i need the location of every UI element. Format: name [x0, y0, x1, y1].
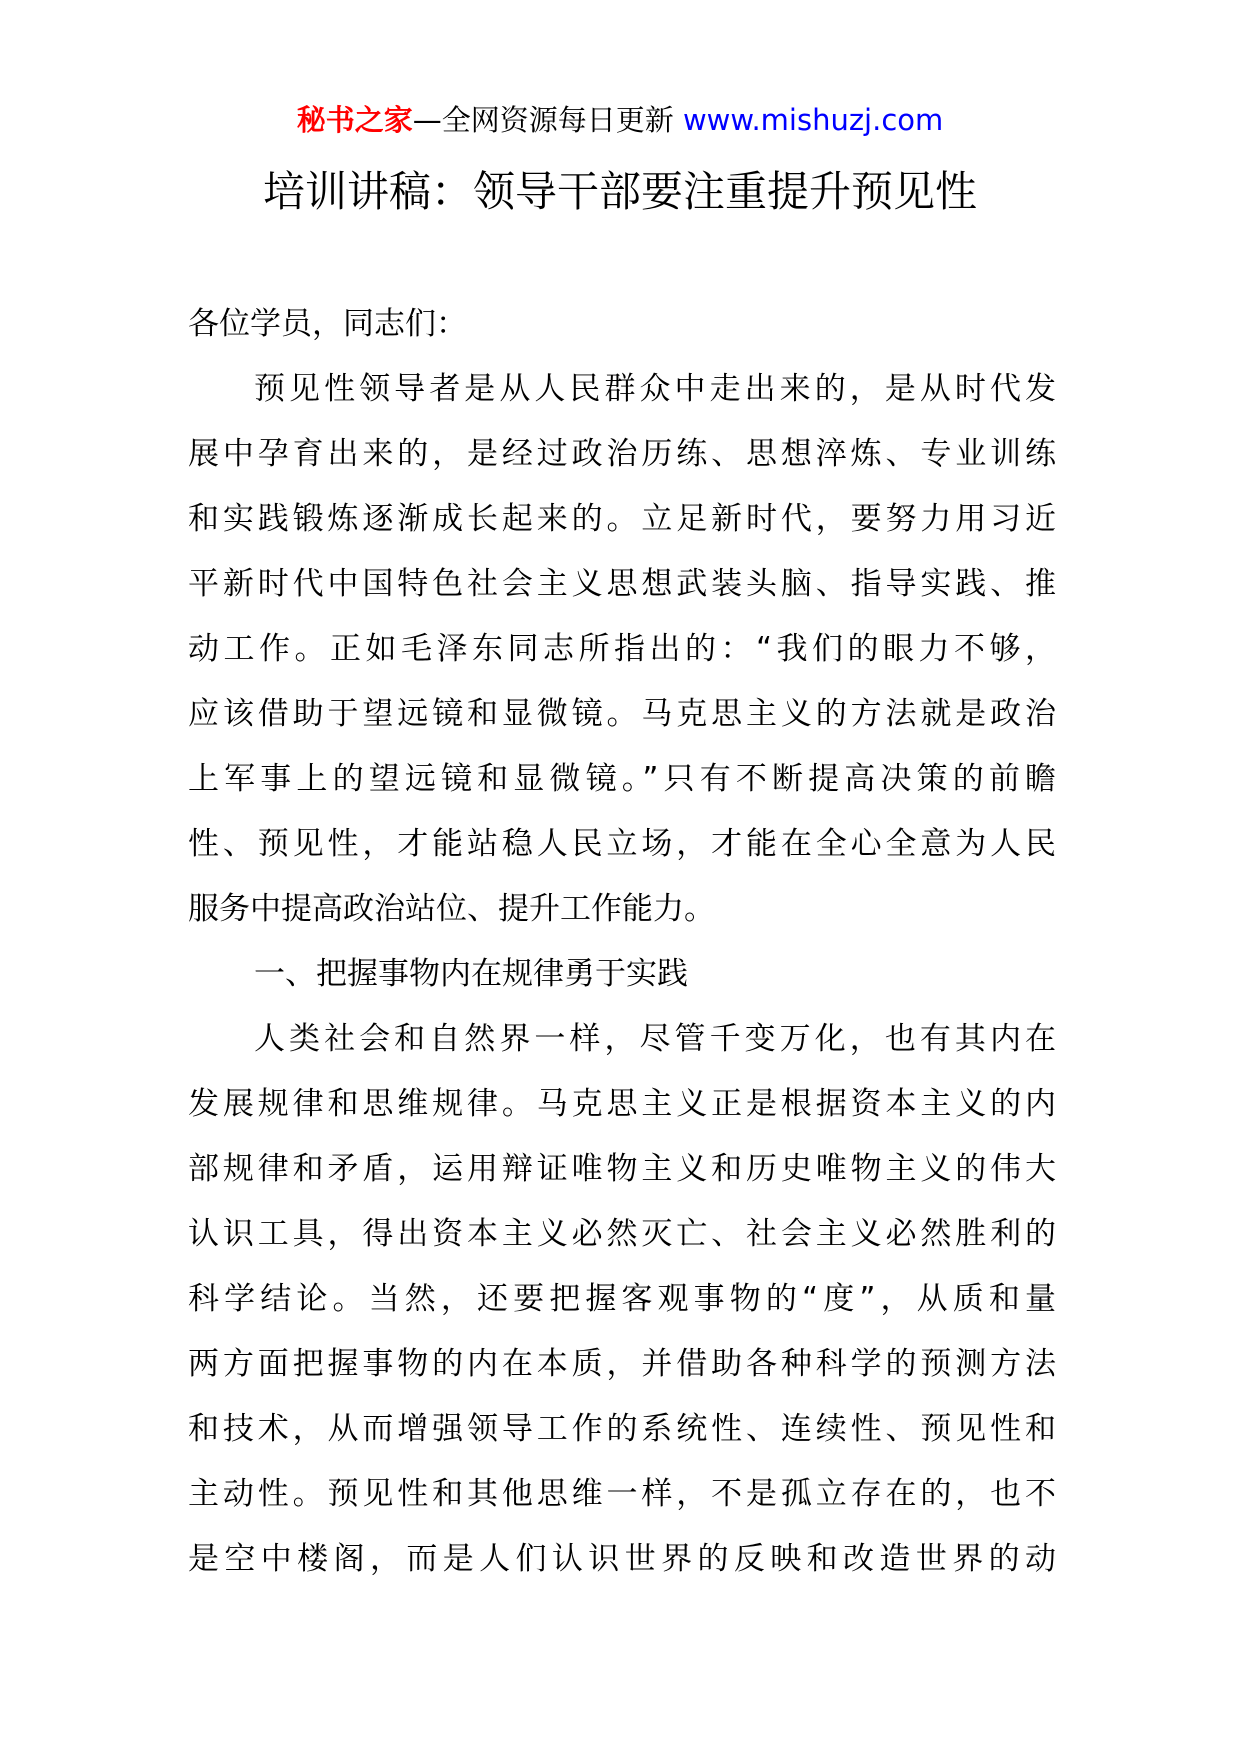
site-header [0, 100, 1240, 140]
body-line: 展中孕育出来的，是经过政治历练、思想淬炼、专业训练 [188, 436, 1056, 472]
section-heading: 一、把握事物内在规律勇于实践 [254, 956, 688, 992]
body-line: 平新时代中国特色社会主义思想武装头脑、指导实践、推 [188, 566, 1056, 602]
document-body [188, 292, 1056, 1592]
body-line: 和实践锻炼逐渐成长起来的。立足新时代，要努力用习近 [188, 501, 1056, 537]
body-line: 主动性。预见性和其他思维一样，不是孤立存在的，也不 [188, 1476, 1056, 1512]
body-line: 动工作。正如毛泽东同志所指出的：“我们的眼力不够， [188, 631, 1056, 667]
site-brand: 秘书之家 [296, 103, 413, 137]
body-line: 预见性领导者是从人民群众中走出来的，是从时代发 [254, 371, 1056, 407]
document-title: 培训讲稿：领导干部要注重提升预见性 [262, 167, 977, 216]
body-line: 服务中提高政治站位、提升工作能力。 [188, 891, 715, 927]
body-line: 性、预见性，才能站稳人民立场，才能在全心全意为人民 [188, 826, 1056, 862]
body-line: 部规律和矛盾，运用辩证唯物主义和历史唯物主义的伟大 [188, 1151, 1056, 1187]
body-line: 和技术，从而增强领导工作的系统性、连续性、预见性和 [188, 1411, 1056, 1447]
body-line: 是空中楼阁，而是人们认识世界的反映和改造世界的动 [188, 1541, 1056, 1577]
site-url-link[interactable]: www.mishuzj.com [682, 103, 944, 137]
body-line: 发展规律和思维规律。马克思主义正是根据资本主义的内 [188, 1086, 1056, 1122]
body-line: 认识工具，得出资本主义必然灭亡、社会主义必然胜利的 [188, 1216, 1056, 1252]
site-tagline: —全网资源每日更新 [412, 103, 683, 137]
body-line: 上军事上的望远镜和显微镜。”只有不断提高决策的前瞻 [188, 761, 1056, 797]
body-line: 科学结论。当然，还要把握客观事物的“度”，从质和量 [188, 1281, 1056, 1317]
body-line: 人类社会和自然界一样，尽管千变万化，也有其内在 [254, 1021, 1056, 1057]
body-line: 应该借助于望远镜和显微镜。马克思主义的方法就是政治 [188, 696, 1056, 732]
salutation: 各位学员，同志们： [188, 306, 467, 342]
body-line: 两方面把握事物的内在本质，并借助各种科学的预测方法 [188, 1346, 1056, 1382]
